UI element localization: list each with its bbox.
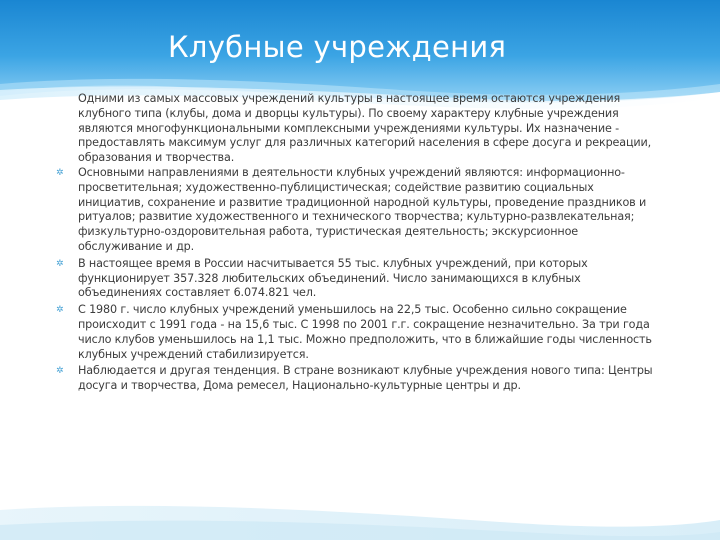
paragraph-text: Основными направлениями в деятельности клубных учреждений являются: информационно-просветительная; художественно-публицистическая; содействие развитию социальных инициатив, сохранение и развитие традиционной народной культуры, проведение праздников и ритуалов; развитие художественного и технического творчества; культурно-развлекательная; физкультурно-оздоровительная работа, туристическая деятельность; экскурсионное обслуживание и др. bbox=[78, 165, 647, 253]
paragraph-text: Наблюдается и другая тенденция. В стране возникают клубные учреждения нового типа: Центры досуга и творчества, Дома ремесел, Национально-культурные центры и др. bbox=[78, 364, 653, 393]
asterisk-bullet-icon: ✲ bbox=[56, 305, 64, 316]
asterisk-bullet-icon: ✲ bbox=[56, 167, 64, 178]
paragraph-text: Одними из самых массовых учреждений культуры в настоящее время остаются учреждения клубного типа (клубы, дома и дворцы культуры). По своему характеру клубные учреждения являются многофункциональными комплексными учреждениями культуры. Их назначение - предоставлять максимум услуг для различных категорий населения в сфере досуга и рекреации, образования и творчества. bbox=[78, 92, 652, 165]
asterisk-bullet-icon: ✲ bbox=[56, 258, 64, 269]
bullet-item-new-trend bbox=[56, 364, 654, 394]
slide-content bbox=[56, 92, 654, 396]
paragraph-intro bbox=[56, 92, 654, 166]
slide-title: Клубные учреждения bbox=[168, 30, 507, 64]
bullet-item-russia-stats bbox=[56, 257, 654, 301]
bullet-item-decline bbox=[56, 303, 654, 362]
asterisk-bullet-icon: ✲ bbox=[56, 366, 64, 377]
paragraph-text: В настоящее время в России насчитывается 55 тыс. клубных учреждений, при которых функционирует 357.328 любительских объединений. Число занимающихся в клубных объединениях составляет 6.074.821 чел. bbox=[78, 256, 588, 300]
paragraph-text: С 1980 г. число клубных учреждений уменьшилось на 22,5 тыс. Особенно сильно сокращение происходит с 1991 года - на 15,6 тыс. С 1998 по 2001 г.г. сокращение незначительно. За три года число клубов уменьшилось на 1,1 тыс. Можно предположить, что в ближайшие годы численность клубных учреждений стабилизируется. bbox=[78, 303, 652, 361]
bullet-item-directions bbox=[56, 166, 654, 255]
